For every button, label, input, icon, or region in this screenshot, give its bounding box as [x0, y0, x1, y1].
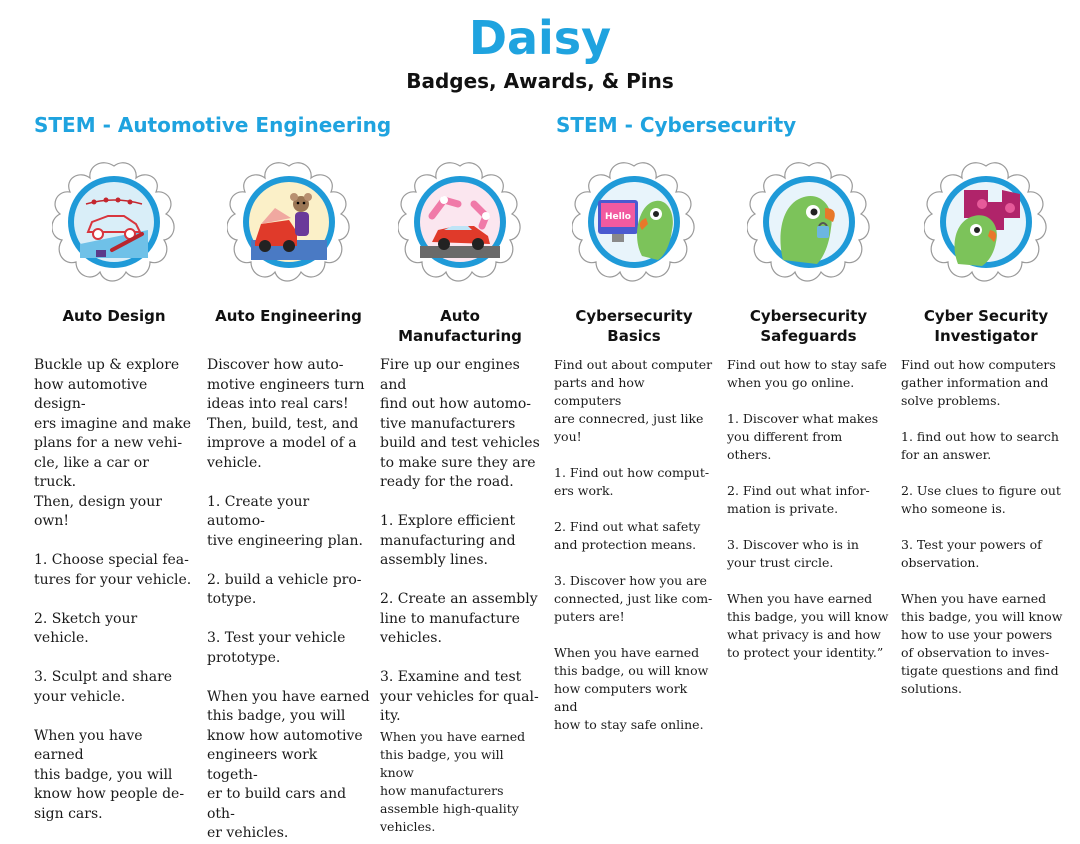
badge-card-cybersecurity-safeguards: [727, 160, 890, 660]
badge-description: Fire up our engines and find out how automo- tive manufacturers build and test vehicles to make sure they are ready for the road. 1. Explore efficient manufacturing and assembly lines. 2. Create an assembly line to manufacture vehicles. 3. Examine and test your vehicles for qual- ity.: [380, 357, 540, 724]
parrot-lock-icon: [747, 160, 871, 284]
badge-description: Find out how computers gather information and solve problems. 1. find out how to search for an answer. 2. Use clues to figure out who someone is. 3. Test your powers of observation. When you have earned this badge, you will know how to use your powers of observation to inves- tigate questions and find solutions.: [901, 357, 1063, 696]
mouse-mechanic-icon: [227, 160, 351, 284]
badge-name: Cybersecurity Safeguards: [749, 307, 868, 345]
badge-description: Find out how to stay safe when you go online. 1. Discover what makes you different from others. 2. Find out what infor- mation is private. 3. Discover who is in your trust circle. When you have earned this badge, you will know what privacy is and how to protect your identity.”: [727, 357, 889, 660]
parrot-puzzle-icon: [924, 160, 1048, 284]
badge-completion-note: When you have earned this badge, you will know how manufacturers assemble high-quality vehicles.: [380, 729, 526, 834]
badge-card-cybersecurity-basics: [554, 160, 714, 732]
section-title-automotive: STEM - Automotive Engineering: [34, 113, 392, 137]
robot-arm-icon: [398, 160, 522, 284]
badge-name: Cybersecurity Basics: [575, 307, 693, 345]
badge-description: Find out about computer parts and how computers are connecred, just like you! 1. Find out how comput- ers work. 2. Find out what safety and protection means. 3. Discover how you are connected, just like com- puters are! When you have earned this badge, ou will know how computers work and how to stay safe online.: [554, 357, 713, 732]
badge-name: Cyber Security Investigator: [923, 307, 1049, 345]
badge-card-auto-design: [34, 160, 194, 822]
page-title: Daisy: [468, 11, 612, 65]
page-subtitle: Badges, Awards, & Pins: [406, 69, 674, 93]
badge-name: Auto Manufacturing: [398, 307, 522, 345]
section-title-cybersecurity: STEM - Cybersecurity: [556, 113, 797, 137]
badge-description: Discover how auto- motive engineers turn ideas into real cars! Then, build, test, and improve a model of a vehicle. 1. Create your automo- tive engineering plan. 2. build a vehicle pro- totype. 3. Test your vehicle prototype. When you have earned this badge, you will know how automotive engineers work togeth- er to build cars and oth- er vehicles.: [207, 357, 370, 841]
badge-name: Auto Engineering: [215, 307, 362, 325]
badge-card-cyber-security-investigator: [901, 160, 1071, 696]
car-sketch-icon: [52, 160, 176, 284]
badge-name: Auto Design: [62, 307, 166, 325]
parrot-computer-icon: [572, 160, 696, 284]
badge-card-auto-engineering: [207, 160, 370, 841]
badge-description: Buckle up & explore how automotive design- ers imagine and make plans for a new vehi- cle, like a car or truck. Then, design your own! 1. Choose special fea- tures for your vehicle. 2. Sketch your vehicle. 3. Sculpt and share your vehicle. When you have earned this badge, you will know how people de- sign cars.: [34, 357, 192, 822]
screen-hello-text: Hello: [605, 212, 631, 222]
badge-card-auto-manufacturing: [380, 160, 540, 834]
